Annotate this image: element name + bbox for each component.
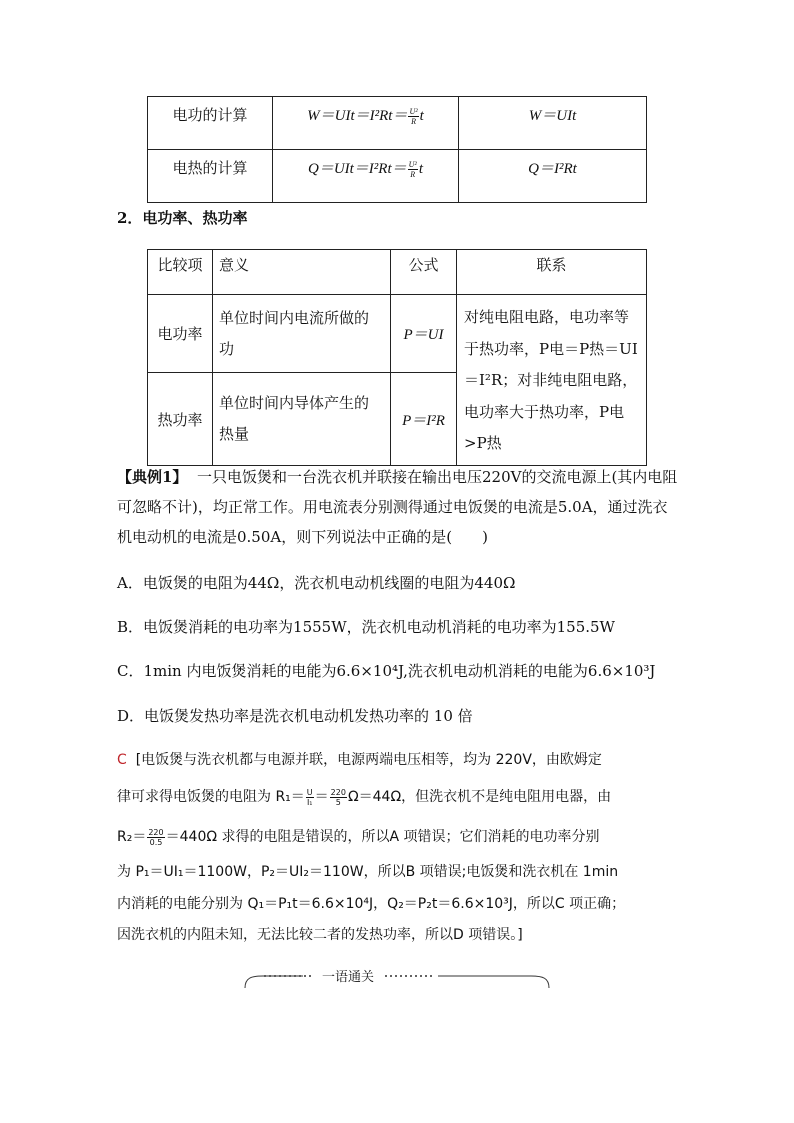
formula-text: W＝UIt＝I²Rt＝ — [307, 108, 408, 124]
fraction — [306, 788, 314, 807]
table-cell — [148, 373, 213, 466]
explanation-text: 律可求得电饭煲的电阻为 R₁＝ — [117, 789, 305, 805]
header-label: 联系 — [536, 256, 567, 274]
row-label: 电功的计算 — [172, 106, 248, 124]
power-comparison-table — [147, 249, 647, 466]
table-cell — [457, 295, 647, 466]
option-c: C．1min 内电饭煲消耗的电能为6.6×10⁴J,洗衣机电动机消耗的电能为6.6×10³J — [117, 662, 656, 680]
fraction — [408, 160, 418, 179]
header-cell — [391, 250, 457, 295]
relation-text: 对纯电阻电路，电功率等于热功率，P电＝P热＝UI＝I²R；对非纯电阻电路，电功率大于热功率，P电>P热 — [464, 308, 638, 453]
fraction-numerator: U² — [408, 160, 417, 170]
fraction-denominator: R — [410, 170, 416, 180]
table-cell — [391, 373, 457, 466]
answer-line — [117, 822, 687, 852]
banner-curve-right — [438, 976, 549, 988]
table-row — [148, 150, 647, 203]
table-cell — [459, 150, 647, 203]
meaning-text: 单位时间内导体产生的热量 — [219, 394, 370, 443]
meaning-text: 单位时间内电流所做的功 — [219, 308, 370, 358]
answer-line — [117, 782, 687, 812]
fraction-denominator: R — [411, 117, 417, 127]
table-cell — [148, 295, 213, 373]
example-tag: 【典例1】 — [117, 468, 188, 486]
fraction-denominator: I₁ — [306, 797, 313, 807]
fraction-denominator: 0.5 — [149, 837, 163, 847]
option-d: D．电饭煲发热功率是洗衣机电动机发热功率的 10 倍 — [117, 707, 473, 725]
table-row — [148, 97, 647, 150]
table-cell — [273, 97, 459, 150]
formula-text: P＝I²R — [402, 412, 445, 429]
explanation-text: Ω＝44Ω，但洗衣机不是纯电阻用电器，由 — [347, 789, 612, 805]
row-label: 电功率 — [157, 325, 203, 343]
fraction-numerator: 220 — [148, 827, 164, 837]
banner-label: 一语通关 — [321, 970, 375, 985]
fraction-numerator: U² — [409, 107, 418, 117]
header-cell — [213, 250, 391, 295]
header-label: 公式 — [408, 256, 439, 274]
formula-text: W＝UIt — [528, 108, 577, 124]
table-cell — [213, 373, 391, 466]
formula-text: t — [418, 161, 423, 177]
table-cell — [213, 295, 391, 373]
table-cell — [148, 150, 273, 203]
formula-text: t — [419, 108, 424, 124]
table-header-row — [148, 250, 647, 295]
header-cell — [148, 250, 213, 295]
answer-line: 因洗衣机的内阻未知，无法比较二者的发热功率，所以D 项错误。] — [117, 927, 523, 943]
explanation-text: ＝440Ω 求得的电阻是错误的，所以A 项错误；它们消耗的电功率分别 — [165, 829, 600, 845]
example-text: 一只电饭煲和一台洗衣机并联接在输出电压220V的交流电源上(其内电阻可忽略不计)，均正常工作。用电流表分别测得通过电饭煲的电流是5.0A，通过洗衣机电动机的电流是0.50A，则下列说法中正确的是( ) — [117, 468, 678, 546]
answer-line — [117, 745, 687, 775]
formula-text: P＝UI — [403, 327, 444, 343]
fraction-denominator: 5 — [335, 797, 341, 807]
section-divider-banner — [243, 968, 551, 992]
table-cell — [148, 97, 273, 150]
banner-dots-right — [385, 975, 432, 977]
formula-text: Q＝I²Rt — [528, 161, 577, 177]
row-label: 电热的计算 — [172, 159, 248, 177]
fraction — [408, 107, 418, 126]
option-b: B．电饭煲消耗的电功率为1555W，洗衣机电动机消耗的电功率为155.5W — [117, 618, 615, 636]
table-cell — [459, 97, 647, 150]
example-problem — [117, 462, 679, 552]
fraction-numerator: 220 — [330, 787, 346, 797]
header-label: 比较项 — [157, 256, 203, 274]
answer-line: 内消耗的电能分别为 Q₁＝P₁t＝6.6×10⁴J，Q₂＝P₂t＝6.6×10³J，所以C 项正确； — [117, 896, 626, 912]
formula-table — [147, 96, 647, 203]
row-label: 热功率 — [157, 410, 203, 429]
answer-line: 为 P₁＝UI₁＝1100W，P₂＝UI₂＝110W，所以B 项错误;电饭煲和洗衣机在 1min — [117, 864, 619, 880]
header-label: 意义 — [219, 256, 250, 274]
banner-curve-left — [245, 976, 303, 988]
table-cell — [273, 150, 459, 203]
explanation-text: [电饭煲与洗衣机都与电源并联，电源两端电压相等，均为 220V，由欧姆定 — [135, 752, 602, 768]
table-cell — [391, 295, 457, 373]
formula-text: Q＝UIt＝I²Rt＝ — [307, 161, 407, 177]
answer-letter: C — [117, 752, 127, 768]
option-a: A．电饭煲的电阻为44Ω，洗衣机电动机线圈的电阻为440Ω — [117, 574, 516, 592]
explanation-text: ＝ — [314, 789, 329, 805]
header-cell — [457, 250, 647, 295]
section-heading: 2．电功率、热功率 — [117, 209, 248, 227]
fraction — [330, 788, 347, 807]
explanation-text: R₂＝ — [117, 829, 147, 845]
table-row — [148, 295, 647, 373]
fraction-numerator: U — [306, 787, 313, 797]
fraction — [147, 828, 164, 847]
